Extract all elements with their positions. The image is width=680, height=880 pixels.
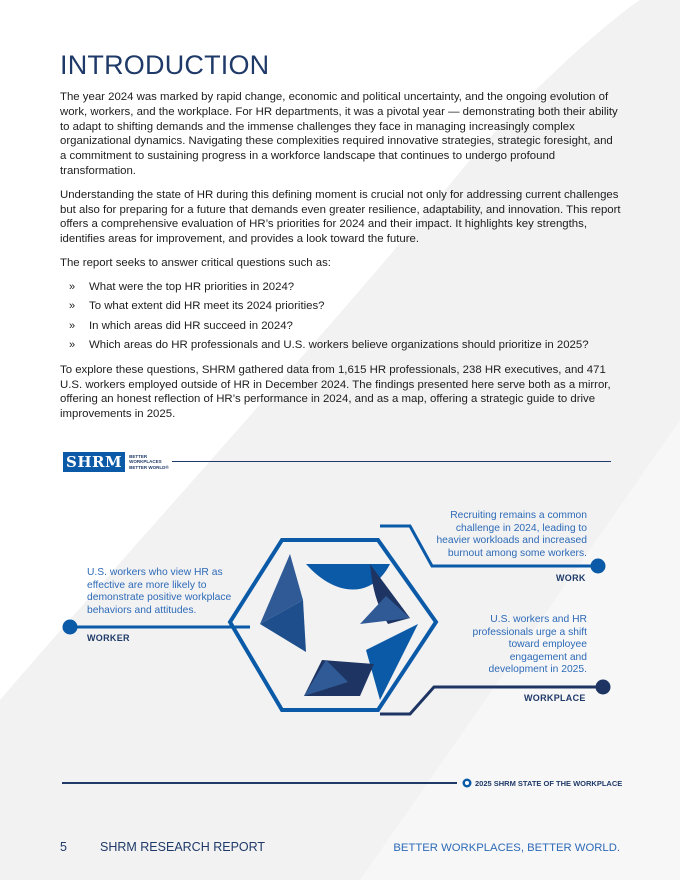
worker-label: WORKER [87, 633, 130, 643]
shrm-logo-mark: SHRM [63, 452, 125, 472]
page-number: 5 [60, 840, 67, 854]
intro-paragraph-3: The report seeks to answer critical questions such as: [60, 256, 331, 269]
divider [172, 461, 611, 462]
list-item: » To what extent did HR meet its 2024 priorities? [69, 300, 325, 313]
workplace-callout-text: U.S. workers and HR professionals urge a shift toward employee engagement and development in 2025. [472, 614, 587, 675]
worker-callout-text: U.S. workers who view HR as effective are more likely to demonstrate positive workplace behaviors and attitudes. [87, 567, 232, 616]
shrm-hexagon-small-icon [462, 778, 472, 788]
work-callout-text: Recruiting remains a common challenge in 2024, leading to heavier workloads and increased burnout among some workers. [436, 510, 587, 559]
workplace-label: WORKPLACE [524, 693, 586, 703]
intro-section [60, 50, 622, 431]
intro-paragraph-2: Understanding the state of HR during this defining moment is crucial not only for addressing current challenges but also for preparing for a future that demands even greater resilience, adaptability, and innovation. This report offers a comprehensive evaluation of HR’s priorities for 2024 and their impact. It highlights key strengths, identifies areas for improvement, and provides a look toward the future. [60, 188, 621, 246]
worker-dot [63, 620, 78, 635]
list-item: » What were the top HR priorities in 2024? [69, 280, 295, 293]
work-label: WORK [556, 573, 586, 583]
bullet-icon: » [69, 300, 76, 313]
bullet-icon: » [69, 339, 76, 352]
divider [62, 782, 457, 784]
shrm-tagline: BETTER WORKPLACES BETTER WORLD® [129, 453, 169, 470]
list-item: » Which areas do HR professionals and U.S. workers believe organizations should prioritize in 2025? [69, 339, 589, 352]
bullet-icon: » [69, 280, 76, 293]
closing-paragraph: To explore these questions, SHRM gathered data from 1,615 HR professionals, 238 HR executives, and 471 U.S. workers employed outside of HR in December 2024. The findings presented here serve both as a mirror, offering an honest reflection of HR’s performance in 2024, and as a map, offering a strategic guide to drive improvements in 2025. [60, 363, 611, 421]
page-title: INTRODUCTION [60, 50, 270, 80]
workplace-dot [596, 680, 611, 695]
list-item: » In which areas did HR succeed in 2024? [69, 319, 293, 332]
question-list [60, 280, 622, 353]
shrm-logo [63, 452, 177, 472]
footer-slogan: BETTER WORKPLACES, BETTER WORLD. [393, 842, 620, 854]
work-dot [591, 559, 606, 574]
intro-paragraph-1: The year 2024 was marked by rapid change, economic and political uncertainty, and the ongoing evolution of work, workers, and the workplace. For HR departments, it was a pivotal year — demonstrating both their ability to adapt to shifting demands and the immense challenges they face in managing increasingly complex organizational dynamics. Navigating these complexities required innovative strategies, strategic foresight, and a commitment to sustaining progress in a workforce landscape that continues to undergo profound transformation. [60, 91, 618, 177]
report-name: SHRM RESEARCH REPORT [100, 840, 266, 854]
work-worker-workplace-diagram [60, 500, 620, 730]
bullet-icon: » [69, 319, 76, 332]
footer-badge: 2025 SHRM STATE OF THE WORKPLACE [462, 778, 622, 788]
shrm-hexagon-icon [260, 554, 418, 700]
